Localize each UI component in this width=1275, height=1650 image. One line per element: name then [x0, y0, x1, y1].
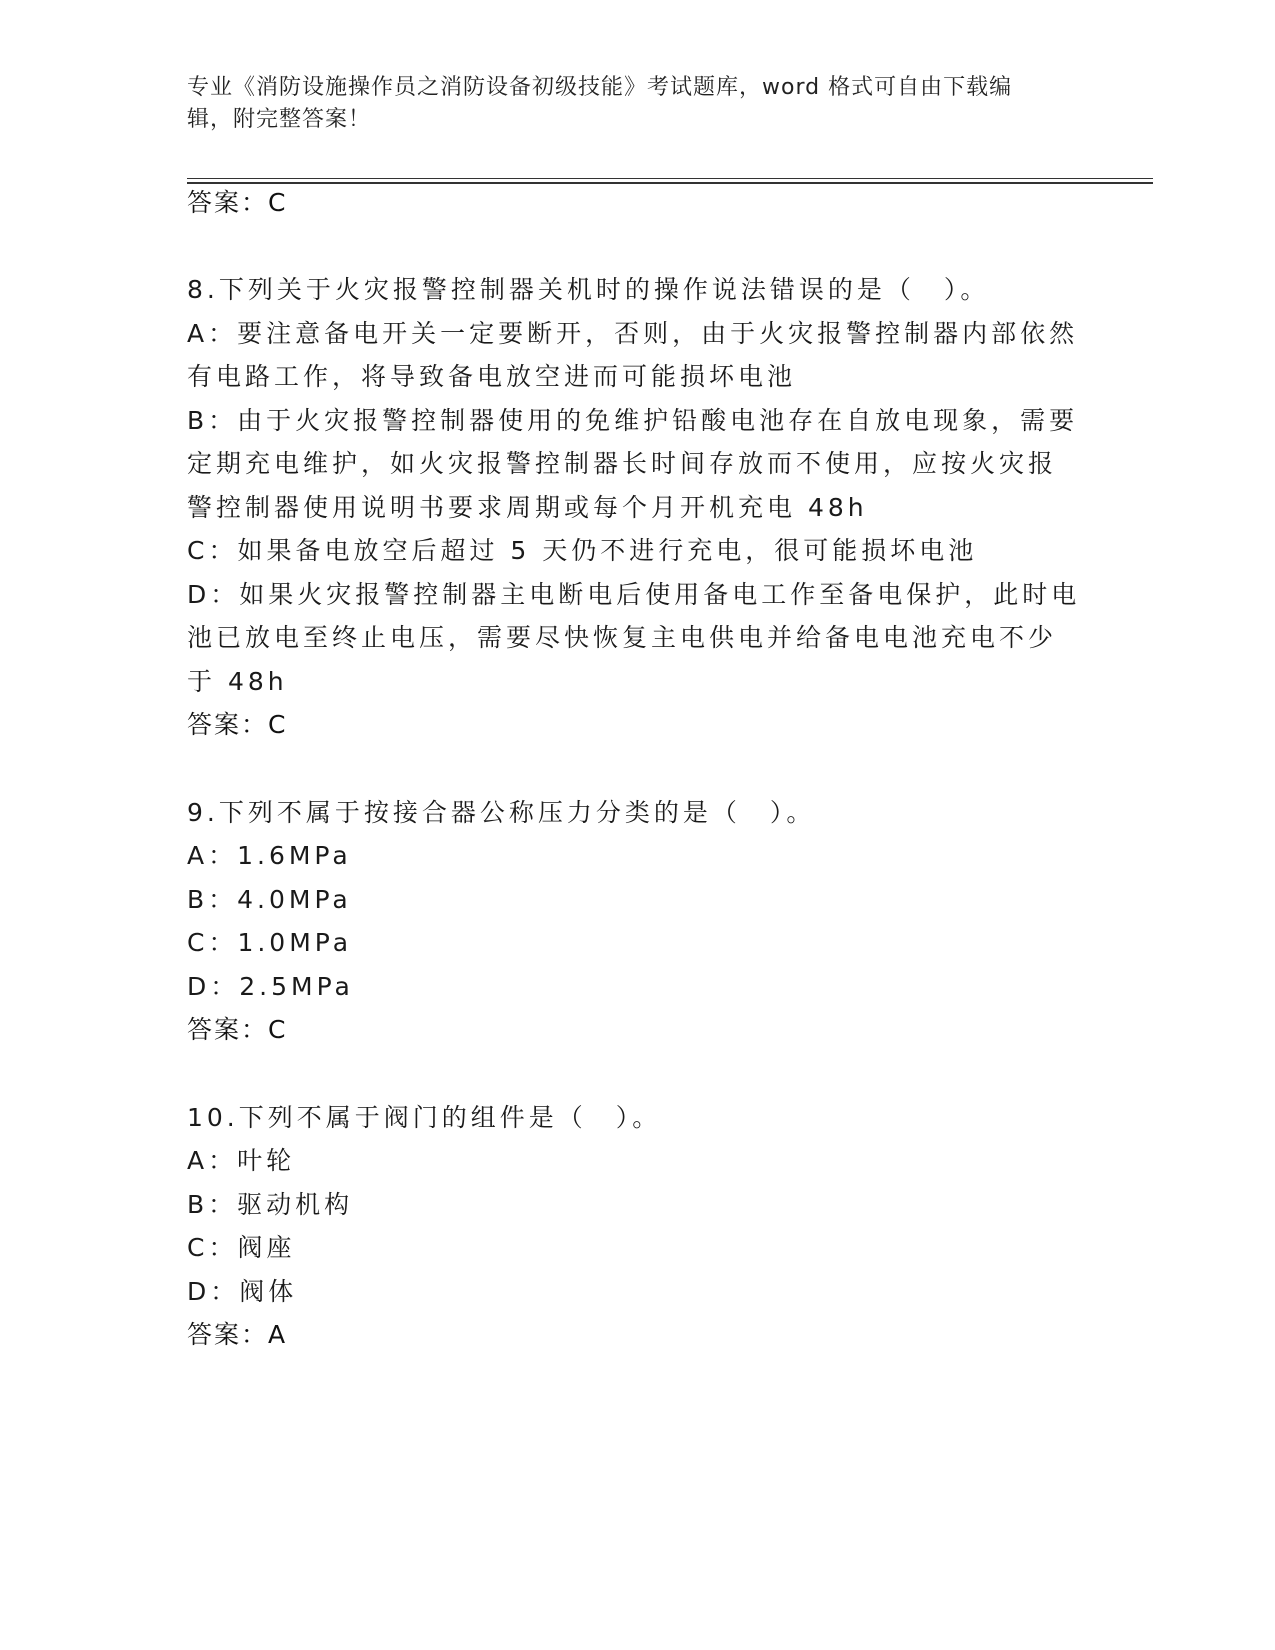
option-a: A：要注意备电开关一定要断开，否则，由于火灾报警控制器内部依然	[187, 319, 1079, 348]
option-b-cont-1: 定期充电维护，如火灾报警控制器长时间存放而不使用，应按火灾报	[187, 449, 1058, 478]
option-b-cont-2: 警控制器使用说明书要求周期或每个月开机充电 48h	[187, 493, 868, 522]
header-rule-thick	[187, 182, 1153, 184]
answer-8: 答案：C	[187, 710, 288, 739]
header-rule-thin	[187, 178, 1153, 179]
question-stem: 9.下列不属于按接合器公称压力分类的是（ ）。	[187, 798, 816, 827]
header-line-2: 辑，附完整答案！	[187, 107, 372, 132]
option-b: B：4.0MPa	[187, 885, 352, 914]
option-d: D：2.5MPa	[187, 972, 354, 1001]
answer-9: 答案：C	[187, 1015, 288, 1044]
option-a: A：叶轮	[187, 1146, 296, 1175]
option-a: A：1.6MPa	[187, 841, 352, 870]
option-d: D：阀体	[187, 1277, 298, 1306]
option-c: C：如果备电放空后超过 5 天仍不进行充电，很可能损坏电池	[187, 536, 978, 565]
option-b: B：驱动机构	[187, 1190, 354, 1219]
option-d-cont-1: 池已放电至终止电压，需要尽快恢复主电供电并给备电电池充电不少	[187, 623, 1058, 652]
option-c: C：阀座	[187, 1233, 296, 1262]
question-stem: 8.下列关于火灾报警控制器关机时的操作说法错误的是（ ）。	[187, 275, 990, 304]
option-b: B：由于火灾报警控制器使用的免维护铅酸电池存在自放电现象，需要	[187, 406, 1079, 435]
option-a-cont: 有电路工作，将导致备电放空进而可能损坏电池	[187, 362, 797, 391]
answer-10: 答案：A	[187, 1320, 288, 1349]
option-d: D：如果火灾报警控制器主电断电后使用备电工作至备电保护，此时电	[187, 580, 1081, 609]
page-header	[187, 72, 1067, 136]
header-line-1: 专业《消防设施操作员之消防设备初级技能》考试题库，word 格式可自由下载编	[187, 75, 1013, 100]
answer-previous: 答案：C	[187, 188, 288, 217]
option-c: C：1.0MPa	[187, 928, 353, 957]
option-d-cont-2: 于 48h	[187, 667, 288, 696]
question-stem: 10.下列不属于阀门的组件是（ ）。	[187, 1103, 662, 1132]
